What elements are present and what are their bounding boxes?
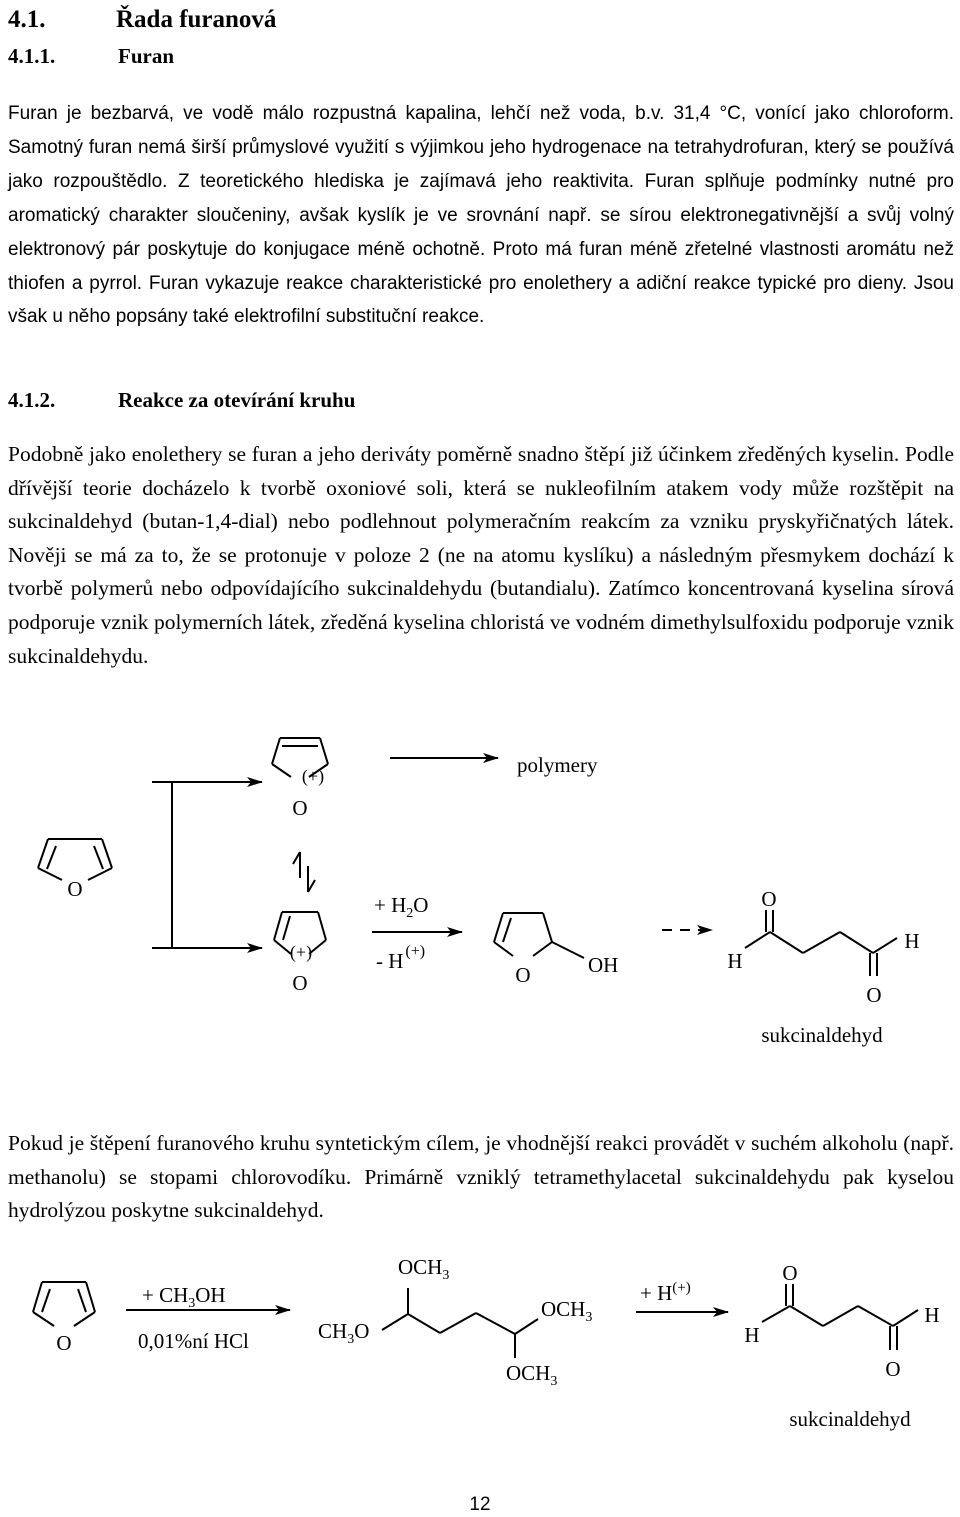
section-title: Řada furanová: [116, 6, 277, 33]
furan-oxygen-label: O: [56, 1331, 72, 1355]
branch-arrows: [152, 782, 262, 948]
section-number: 4.1.: [8, 6, 46, 33]
methoxy-label: $CH_3O$: [318, 1319, 370, 1347]
equilibrium-arrows: [293, 852, 315, 892]
proton-loss-label: - H (+): [376, 943, 426, 973]
acetal-reaction-scheme: [0, 1240, 960, 1440]
aldehyde-hydrogen-label: H: [727, 949, 743, 973]
furan-structure: [33, 1282, 95, 1326]
aldehyde-hydrogen-label: H: [744, 1323, 760, 1347]
methoxy-label: $OCH_3$: [506, 1361, 558, 1389]
succinaldehyde-label: sukcinaldehyd: [789, 1407, 911, 1431]
cation-charge-label: (+): [301, 766, 325, 786]
subsection-title: Reakce za otevírání kruhu: [118, 388, 356, 412]
subsection-heading-ring-opening: [8, 388, 355, 413]
aldehyde-hydrogen-label: H: [924, 1303, 940, 1327]
subsection-number: 4.1.1.: [8, 44, 56, 68]
subsection-number: 4.1.2.: [8, 388, 56, 412]
aldehyde-oxygen-label: O: [866, 983, 882, 1007]
succinaldehyde-structure: [745, 910, 897, 976]
furan-description-paragraph: Furan je bezbarvá, ve vodě málo rozpustná kapalina, lehčí než voda, b.v. 31,4 °C, vonící jako chloroform. Samotný furan nemá širší průmyslové využití s výjimkou jeho hydrogenace na tetrahydrofuran, který se používá jako rozpouštědlo. Z teoretického hlediska je zajímavá jeho reaktivita. Furan splňuje podmínky nutné pro aromatický charakter sloučeniny, avšak kyslík je ve srovnání např. se sírou elektronegativnější a svůj volný elektronový pár poskytuje do konjugace méně ochotně. Proto má furan méně zřetelné vlastnosti aromátu než thiofen a pyrrol. Furan vykazuje reakce charakteristické pro enolethery a adiční reakce typické pro dieny. Jsou však u něho popsány také elektrofilní substituční reakce.: [8, 103, 954, 328]
hydroxy-dihydrofuran-structure: [494, 913, 584, 958]
polymers-label: polymery: [517, 753, 598, 777]
succinaldehyde-label: sukcinaldehyd: [761, 1023, 883, 1047]
subsection-title: Furan: [118, 44, 175, 68]
hydroxyl-label: OH: [588, 953, 619, 977]
cation-oxygen-label: O: [292, 971, 308, 995]
aldehyde-oxygen-label: O: [885, 1357, 901, 1381]
furan-oxygen-label: O: [67, 877, 83, 901]
water-reagent-label: + $H_2O$: [374, 893, 429, 921]
section-heading-4-1: [8, 6, 276, 34]
aldehyde-oxygen-label: O: [782, 1261, 798, 1285]
tetramethylacetal-structure: [382, 1288, 538, 1358]
cation-oxygen-label: O: [292, 796, 308, 820]
succinaldehyde-structure: [762, 1284, 918, 1350]
methoxy-label: $OCH_3$: [541, 1297, 593, 1325]
synthesis-paragraph: Pokud je štěpení furanového kruhu syntetickým cílem, je vhodnější reakci provádět v suchém alkoholu (např. methanolu) se stopami chlorovodíku. Primárně vzniklý tetramethylacetal sukcinaldehydu pak kyselou hydrolýzou poskytne sukcinaldehyd.: [8, 1131, 954, 1223]
aldehyde-oxygen-label: O: [761, 887, 777, 911]
methoxy-label: $OCH_3$: [398, 1255, 450, 1283]
subsection-heading-furan: [8, 44, 174, 69]
aldehyde-hydrogen-label: H: [904, 929, 920, 953]
ring-opening-reaction-scheme: [0, 720, 960, 1080]
ring-opening-paragraph: Podobně jako enolethery se furan a jeho deriváty poměrně snadno štěpí již účinkem zředěných kyselin. Podle dřívější teorie docházelo k tvorbě oxoniové soli, která se nukleofilním atakem vody může rozštěpit na sukcinaldehyd (butan-1,4-dial) nebo podlehnout polymeračním reakcím za vzniku pryskyřičnatých látek. Nověji se má za to, že se protonuje v poloze 2 (ne na atomu kyslíku) a následným přesmykem dochází k tvorbě polymerů nebo odpovídajícího sukcinaldehydu (butandialu). Zatímco koncentrovaná kyselina sírová podporuje vznik polymerních látek, zředěná kyselina chloristá ve vodném dimethylsulfoxidu podporuje vznik sukcinaldehydu.: [8, 442, 954, 668]
methanol-reagent-label: + $CH_3OH$: [142, 1283, 226, 1311]
furan-structure: [38, 839, 112, 880]
ring-oxygen-label: O: [515, 963, 531, 987]
page-number: 12: [469, 1494, 491, 1515]
acid-reagent-label: + H(+): [640, 1280, 691, 1305]
hcl-catalyst-label: 0,01%ní HCl: [138, 1329, 249, 1353]
cation-charge-label: (+): [289, 942, 313, 962]
